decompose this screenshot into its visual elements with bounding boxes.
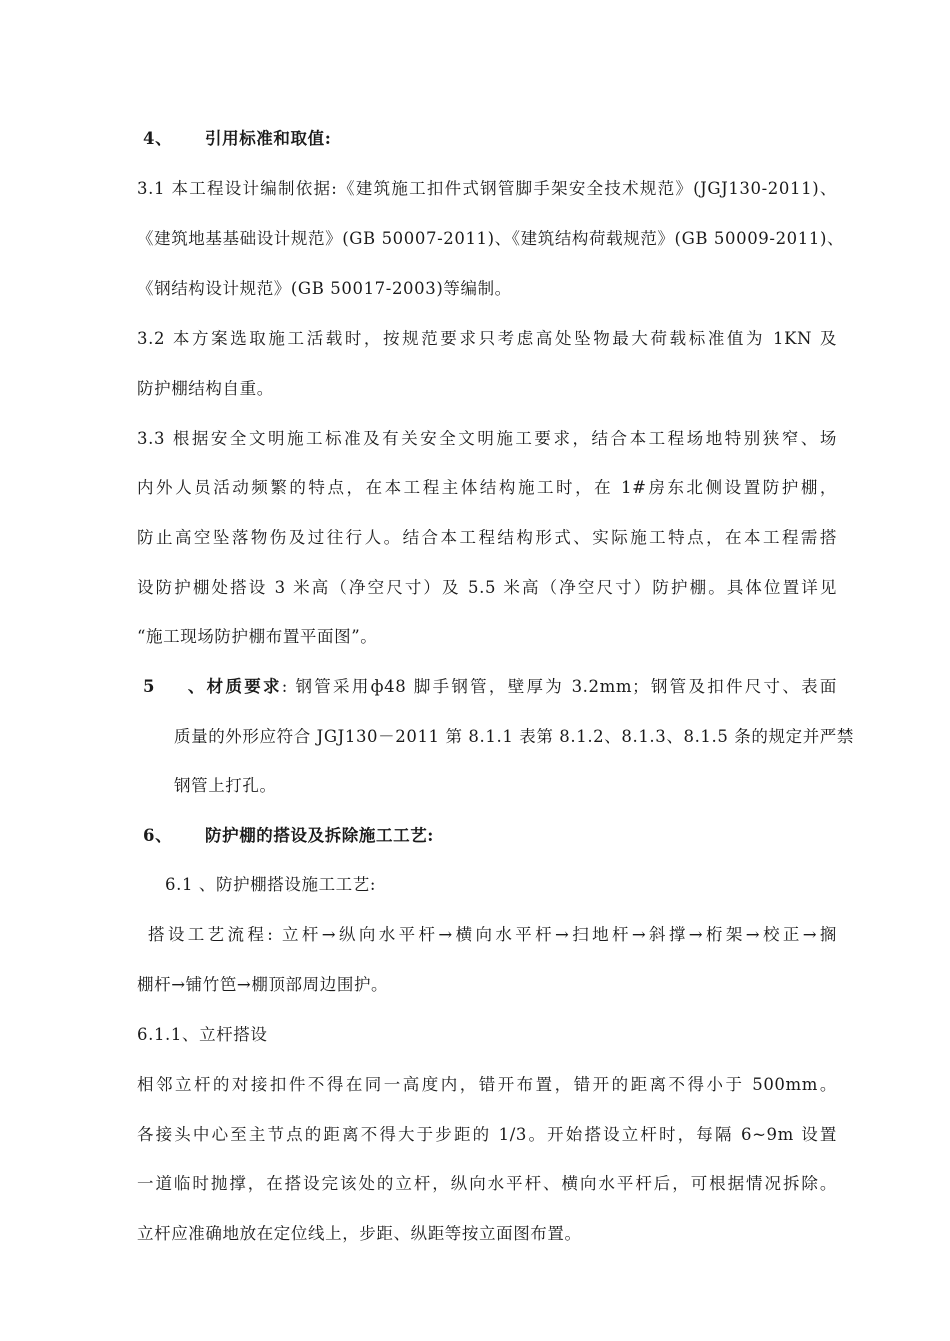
section-5-line-2: 质量的外形应符合 JGJ130－2011 第 8.1.1 表第 8.1.2、8.1.3、8.1.5 条的规定并严禁: [174, 727, 854, 746]
flow-line-2: 棚杆→铺竹笆→棚顶部周边围护。: [137, 975, 389, 994]
para-3-1-line-1: 3.1 本工程设计编制依据:《建筑施工扣件式钢管脚手架安全技术规范》(JGJ130-2011)、: [137, 179, 837, 198]
section-5-line-3: 钢管上打孔。: [174, 776, 277, 795]
para-3-3-line-3: 防止高空坠落物伤及过往行人。结合本工程结构形式、实际施工特点，在本工程需搭: [137, 528, 837, 547]
section-5-number: 5、: [143, 677, 205, 696]
para-3-3-line-1: 3.3 根据安全文明施工标准及有关安全文明施工要求，结合本工程场地特别狭窄、场: [137, 429, 837, 448]
para-3-1-line-3: 《钢结构设计规范》(GB 50017-2003)等编制。: [137, 279, 512, 298]
para-6-1-1-line-2: 各接头中心至主节点的距离不得大于步距的 1/3。开始搭设立杆时，每隔 6~9m 设置: [137, 1125, 837, 1144]
para-3-1-line-2: 《建筑地基基础设计规范》(GB 50007-2011)、《建筑结构荷载规范》(GB 50009-2011)、: [137, 229, 845, 248]
subsection-6-1-1-heading: 6.1.1、立杆搭设: [137, 1025, 268, 1044]
para-6-1-1-line-3: 一道临时抛撑，在搭设完该处的立杆，纵向水平杆、横向水平杆后，可根据情况拆除。: [137, 1174, 837, 1193]
para-3-3-line-5: “施工现场防护棚布置平面图”。: [137, 627, 378, 646]
para-6-1-1-line-4: 立杆应准确地放在定位线上，步距、纵距等按立面图布置。: [137, 1224, 582, 1243]
section-4-title: 引用标准和取值:: [205, 129, 332, 148]
section-4-number: 4、: [143, 129, 173, 148]
section-6-number: 6、: [143, 826, 173, 845]
section-6-heading: [143, 825, 843, 847]
para-3-3-line-2: 内外人员活动频繁的特点，在本工程主体结构施工时，在 1#房东北侧设置防护棚，: [137, 478, 837, 497]
para-3-2-line-2: 防护棚结构自重。: [137, 379, 274, 398]
para-6-1-1-line-1: 相邻立杆的对接扣件不得在同一高度内，错开布置，错开的距离不得小于 500mm。: [137, 1075, 837, 1094]
section-6-title: 防护棚的搭设及拆除施工工艺:: [205, 826, 434, 845]
para-3-2-line-1: 3.2 本方案选取施工活载时，按规范要求只考虑高处坠物最大荷载标准值为 1KN 及: [137, 329, 837, 348]
section-5-line-1: [143, 676, 837, 698]
subsection-6-1-heading: 6.1 、防护棚搭设施工工艺:: [165, 875, 377, 894]
section-5-text: : 钢管采用ф48 脚手钢管，壁厚为 3.2mm；钢管及扣件尺寸、表面: [281, 677, 837, 696]
para-3-3-line-4: 设防护棚处搭设 3 米高（净空尺寸）及 5.5 米高（净空尺寸）防护棚。具体位置详见: [137, 578, 837, 597]
section-5-label: 材质要求: [205, 677, 282, 696]
flow-line-1: 搭设工艺流程: 立杆→纵向水平杆→横向水平杆→扫地杆→斜撑→桁架→校正→搁: [148, 925, 837, 944]
section-4-heading: [143, 128, 843, 150]
